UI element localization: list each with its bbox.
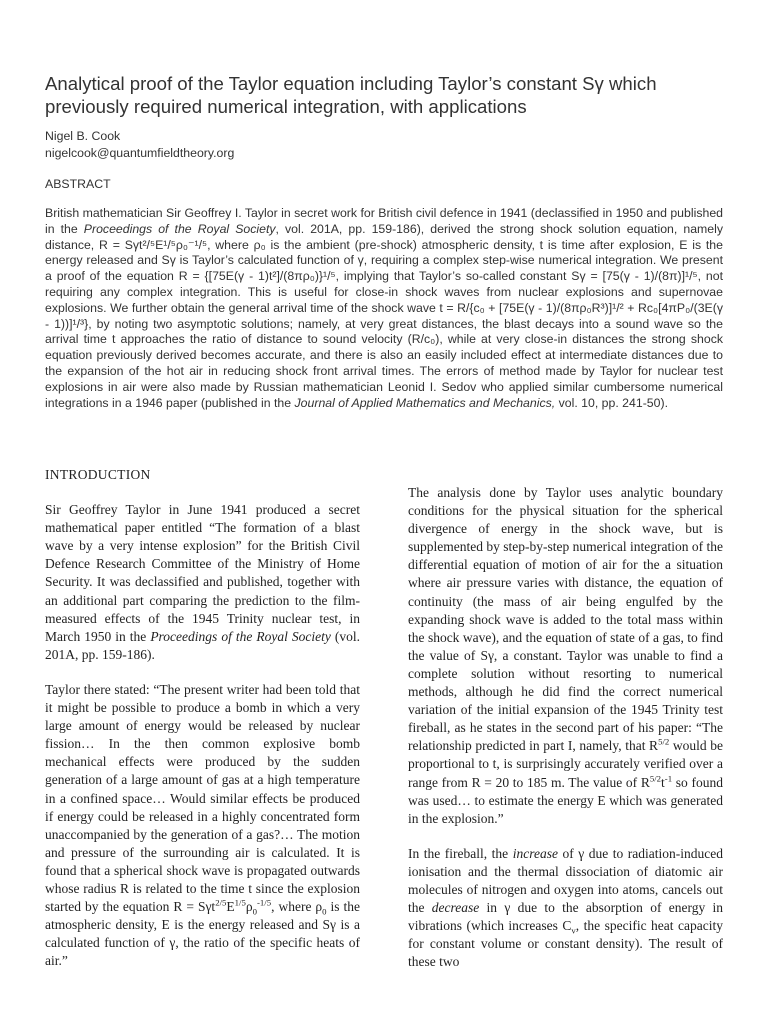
- right-p2-text-d: , the specific heat capacity for constant volume or constant density). The result of these two: [408, 918, 723, 970]
- right-p1-sup-1: 5/2: [658, 736, 670, 747]
- abstract-heading: ABSTRACT: [45, 177, 111, 191]
- intro-p2-sup-1: 2/5: [215, 897, 227, 908]
- abstract-body: [45, 206, 723, 411]
- right-p1-text-c: t: [661, 774, 665, 790]
- right-p2-sub-1: v: [571, 925, 576, 936]
- intro-p2-text-c: ρ: [245, 899, 253, 915]
- right-p2-text-b: of γ due to radiation-induced ionisation and the thermal dissociation of diatomic air molecules of nitrogen and oxygen into atoms, cancels out the: [408, 845, 723, 916]
- intro-p2-text-b: E: [226, 899, 235, 915]
- intro-p1-text-b: (vol. 201A, pp. 159-186).: [45, 628, 360, 662]
- right-paragraph-2: [408, 845, 723, 972]
- intro-p2-sup-2: 1/5: [234, 897, 246, 908]
- right-p2-italic-increase: increase: [512, 845, 558, 861]
- intro-paragraph-2: [45, 681, 360, 971]
- intro-p2-sub-2: 0: [322, 906, 327, 917]
- intro-p2-text-d: , where ρ: [271, 899, 323, 915]
- intro-p1-text-a: Sir Geoffrey Taylor in June 1941 produced a secret mathematical paper entitled “The formation of a blast wave by a very intense explosion” for the British Civil Defence Research Committee of the Ministry of Home Security. It was declassified and published, together with an additional part comparing the prediction to the film-measured effects of the 1945 Trinity nuclear test, in March 1950 in the: [45, 502, 360, 644]
- author-name: Nigel B. Cook: [45, 129, 121, 143]
- introduction-heading: INTRODUCTION: [45, 467, 151, 482]
- right-p1-sup-2: 5/2: [649, 773, 662, 783]
- right-p1-text-b: would be proportional to t, is surprisingly accurately verified over a range from R = 20 to 185 m. The value of R: [408, 738, 723, 790]
- right-p1-text-d: so found was used… to estimate the energy E which was generated in the explosion.”: [408, 774, 723, 826]
- right-column: [408, 484, 723, 988]
- right-p1-text-a: The analysis done by Taylor uses analytic boundary conditions for the physical situation for the spherical divergence of energy in the shock wave, but is supplemented by step-by-step numerical integration of the differential equation of motion of air for the a situation where air pressure varies with distance, the equation of continuity (the mass of air being engulfed by the expanding shock wave is added to the total mass within the shock wave), and the equation of state of a gas, to find the value of Sγ, a constant. Taylor was unable to find a complete solution without resorting to numerical methods, although he did find the correct numerical variation of the initial expansion of the 1945 Trinity test fireball, as he states in the second part of his paper: “The relationship predicted in part I, namely, that R: [408, 485, 723, 754]
- intro-p2-sup-3: -1/5: [256, 897, 272, 908]
- intro-p2-sub-1: 0: [252, 906, 257, 917]
- left-column: [45, 466, 360, 987]
- right-p2-text-c: in γ due to the absorption of energy in vibrations (which increases C: [408, 900, 723, 934]
- intro-p2-text-e: is the atmospheric density, E is the energy released and Sγ is a calculated function of γ, the ratio of the specific heats of air.”: [45, 899, 361, 969]
- intro-p1-journal: Proceedings of the Royal Society: [150, 628, 331, 644]
- intro-p2-text-a: Taylor there stated: “The present writer had been told that it might be possible to produce a bomb in which a very large amount of energy would be released by nuclear fission… In the then common explosive bomb mechanical effects were produced by the sudden generation of a large amount of gas at a high temperature in a confined space… Would similar effects be produced if energy could be released in a highly concentrated form unaccompanied by the generation of a gas?… The motion and pressure of the surrounding air is calculated. It is found that a spherical shock wave is propagated outwards whose radius R is related to the time t since the explosion started by the equation R = Sγt: [45, 681, 360, 915]
- abstract-text-3: vol. 10, pp. 241-50).: [555, 395, 668, 410]
- abstract-journal-1: Proceedings of the Royal Society: [83, 221, 276, 236]
- right-paragraph-1: [408, 484, 723, 828]
- intro-paragraph-1: [45, 501, 360, 664]
- abstract-journal-2: Journal of Applied Mathematics and Mechanics,: [294, 395, 556, 410]
- author-email: nigelcook@quantumfieldtheory.org: [45, 146, 235, 160]
- abstract-text-1: British mathematician Sir Geoffrey I. Taylor in secret work for British civil defence in 1941 (declassified in 1950 and published in the: [45, 206, 723, 236]
- paper-title: Analytical proof of the Taylor equation including Taylor’s constant Sγ which previously required numerical integration, with applications: [45, 73, 657, 117]
- abstract-text-2: , vol. 201A, pp. 159-186), derived the strong shock solution equation, namely distance, R = Sγt²/⁵E¹/⁵ρ₀⁻¹/⁵, where ρ₀ is the ambient (pre-shock) atmospheric density, t is time after explosion, E is the energy released and Sγ is Taylor’s calculated function of γ, requiring a complex step-wise numerical integration. We present a proof of the equation R = {[75E(γ - 1)t²]/(8πρ₀)}¹/⁵, implying that Taylor’s so-called constant Sγ = [75(γ - 1)/(8π)]¹/⁵, not requiring any complex integration. This is useful for close-in shock waves from nuclear explosions and supernovae explosions. We further obtain the general arrival time of the shock wave t = R/{c₀ + [75E(γ - 1)/(8πρ₀R³)]¹/² + Rc₀[4πP₀/(3E(γ - 1))]¹/³}, by noting two asymptotic solutions; namely, at very great distances, the blast decays into a sound wave so the arrival time t approaches the ratio of distance to sound velocity (R/c₀), while at very close-in distances the strong shock equation previously derived becomes accurate, and there is also an easily included effect at intermediate distances due to the expansion of the hot air in reducing shock front arrival times. The errors of method made by Taylor for nuclear test explosions in air were also made by Russian mathematician Leonid I. Sedov who applied similar cumbersome numerical integrations in a 1946 paper (published in the: [45, 221, 724, 410]
- right-p2-italic-decrease: decrease: [431, 900, 480, 916]
- right-p1-sup-3: -1: [664, 773, 673, 783]
- right-p2-text-a: In the fireball, the: [408, 845, 513, 861]
